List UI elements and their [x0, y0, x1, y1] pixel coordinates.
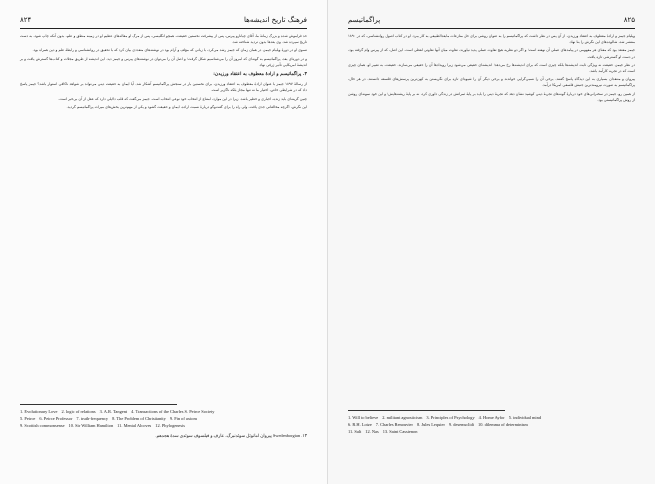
- footnote: 10. Sir William Hamilton: [68, 423, 114, 428]
- footnote: 12. Nas: [365, 429, 379, 434]
- footnote: 3. A.R. Tangent: [99, 409, 128, 414]
- footnote: 11. Salt: [348, 429, 362, 434]
- footnote: 8. Jules Lequier: [416, 422, 445, 427]
- footnote-row: [348, 414, 635, 421]
- right-running-head: پراگماتیسم: [348, 16, 381, 24]
- right-paragraph: از همین رو، جیمز در سخنرانی‌های خود دربارهٔ گونه‌های تجربهٔ دینی کوشید نشان دهد که تجربهٔ دینی را باید بر پایهٔ ثمراتش در زندگی داوری کرد، نه بر پایهٔ ریشه‌هایش؛ و این خود نمونه‌ای روشن از روش پراگماتیستی بود.: [348, 91, 635, 102]
- right-page-body: [348, 33, 635, 436]
- left-running-head: فرهنگ تاریخ اندیشه‌ها: [244, 16, 307, 24]
- footnote-row: [20, 408, 307, 415]
- right-paragraph: ویلیام جیمز و ارادهٔ معطوف به اعتقاد ورزیدن، از آن پس در نظر داشت که پراگماتیسم را به عنوان روشی برای حل منازعات مابعدالطبیعی به کار ببرد. او در کتاب اصول روانشناسی، که در ۱۸۹۰ منتشر شد، شالوده‌های این نگرش را بنا نهاد.: [348, 34, 635, 45]
- footnote: 1. Will to believe: [348, 415, 379, 420]
- footnote: 6. R.H. Lotze: [348, 422, 372, 427]
- footnote: 7. Charles Renouvier: [375, 422, 413, 427]
- footnote: 2. militant agnosticism: [382, 415, 423, 420]
- right-paragraph: جیمز معتقد بود که معنای هر مفهومی در پیامدهای عملی آن نهفته است؛ و اگر دو نظریه هیچ تفاوت عملی پدید نیاورند، تفاوت میان آنها تفاوتی لفظی است. این اصل، که از پیرس وام گرفته بود، در دست او گسترشی تازه یافت.: [348, 48, 635, 59]
- left-paragraph: چنین گزینه‌ای باید زنده، اجباری و خطیر باشد. زیرا در این موارد، امتناع از انتخاب خود نوعی انتخاب است. جیمز می‌گفت که قلب دلایلی دارد که عقل از آن بی‌خبر است.: [58, 96, 307, 101]
- footnote-row: [20, 415, 307, 422]
- footnote: 9. desemsclidi: [448, 422, 475, 427]
- footnote: 10. dilemma of determinism: [478, 422, 528, 427]
- footnote: 7. truth-frequency: [76, 416, 109, 421]
- footnote: 6. Peirce Professor: [39, 416, 73, 421]
- left-footnote-note: ۱۳. Swedenborgian پیروان امانوئل سوئدنبرگ، عارف و فیلسوف سوئدی سدهٔ هجدهم.: [155, 433, 307, 438]
- footnote: 4. Home Ayfor: [478, 415, 505, 420]
- left-paragraph: حد فراموش شده و بزرگ زمانهٔ ما، آقای چیانارو پیرس، پس از پیشرفت نخستین حقیقت، همچو انگلیسی، پس از مرگ او مقاله‌های عظیم او در زمینه منطق و علم، بدون آنکه چاپ شود، به دست تاریخ سپرده شد. وی بعدها بدون تردید شناخته شد.: [20, 34, 307, 45]
- footnote-row: [20, 422, 307, 429]
- footnote: 9. Scottish commonsense: [20, 423, 65, 428]
- right-page-number: ۸۲۵: [623, 16, 635, 24]
- left-header-rule: [20, 28, 307, 29]
- footnote: 1. Evolutionary Love: [20, 409, 58, 414]
- footnote: 2. logic of relations: [61, 409, 96, 414]
- left-footnotes: [20, 408, 307, 429]
- footnote: 13. Saint Cassienon: [382, 429, 418, 434]
- left-paragraph: و در دوره‌ای بعد، پراگماتیسم به گونه‌ای که امروز آن را می‌شناسیم شکل گرفت؛ و اصل آن را می‌توان در نوشته‌های پیرس و جیمز دید. این اندیشه از طریق مجلات و کتاب‌ها گسترش یافت و بر اندیشهٔ امریکایی تأثیر ژرفی نهاد.: [20, 56, 307, 67]
- left-paragraph: تسوی او در دورهٔ ویلیام جیمز، در همان زمان که جیمز رشد می‌کرد، با زبانی که مؤلف و آرام بود در نوشته‌های متعددی بیان کرد که با تحقیق در روانشناسی و رابطهٔ علم و دین همراه بود.: [32, 48, 307, 53]
- left-page-number: ۸۲۴: [20, 16, 32, 24]
- right-paragraph: در نظر جیمز، حقیقت نه ویژگی ثابت اندیشه‌ها بلکه چیزی است که برای اندیشه‌ها رخ می‌دهد؛ اندیشه‌ای حقیقی می‌شود زیرا رویدادها آن را حقیقی می‌سازند. حقیقت، به تعبیر او، همان چیزی است که در تجربه کارآمد باشد.: [348, 62, 635, 74]
- right-footnote-rule: [348, 410, 505, 411]
- footnote: 4. Transactions of the Charles S. Peirce Society: [131, 409, 215, 414]
- footnote: 5. individual mind: [508, 415, 542, 420]
- right-header-rule: [348, 28, 635, 29]
- left-footnote-rule: [20, 404, 177, 405]
- right-footnotes: [348, 414, 635, 435]
- footnote: 5. Peirce: [20, 416, 36, 421]
- left-page-body: [20, 33, 307, 436]
- left-paragraph: این نگرش، اگرچه مخالفانی جدی یافت، ولی راه را برای گفت‌وگو دربارهٔ نسبت اراده، ایمان و حقیقت گشود و یکی از مهم‌ترین بخش‌های میراث پراگماتیسم گردید.: [66, 104, 307, 109]
- section-heading: ۳. پراگماتیسم و ارادهٔ معطوف به اعتقاد ورزیدن:: [213, 72, 307, 78]
- left-paragraph: از رسالهٔ ۱۸۹۷ جیمز با عنوان ارادهٔ معطوف به اعتقاد ورزیدن، برای نخستین بار در سنجش پراگماتیسم آشکار شد. آیا ایمان به حقیقت دینی می‌تواند بر شواهد ناکافی استوار باشد؟ جیمز پاسخ داد که در شرایطی خاص، اختیار ما نه تنها مجاز بلکه ناگزیر است.: [20, 82, 308, 93]
- right-page-header: [348, 14, 635, 26]
- footnote: 11. Mental Alcoves: [117, 423, 152, 428]
- footnote-row: [348, 421, 635, 428]
- right-page: [328, 0, 655, 484]
- footnote: 8. The Problem of Christianity: [112, 416, 166, 421]
- footnote: 3. Principles of Psychology: [426, 415, 475, 420]
- footnote: 9. Fin of axiom: [169, 416, 197, 421]
- footnote: 12. Phylogenesis: [155, 423, 186, 428]
- right-paragraph: پیروان و منتقدان بسیاری به این دیدگاه پاسخ گفتند. برخی آن را نسبی‌گرایی خواندند و برخی دیگر آن را شیوه‌ای تازه برای نگریستن به کهن‌ترین پرسش‌های فلسفه دانستند. در هر حال، پراگماتیسم به صورت نیرومندترین جنبش فلسفی امریکا درآمد.: [348, 77, 635, 88]
- left-page-header: [20, 14, 307, 26]
- footnote-row: [348, 428, 635, 435]
